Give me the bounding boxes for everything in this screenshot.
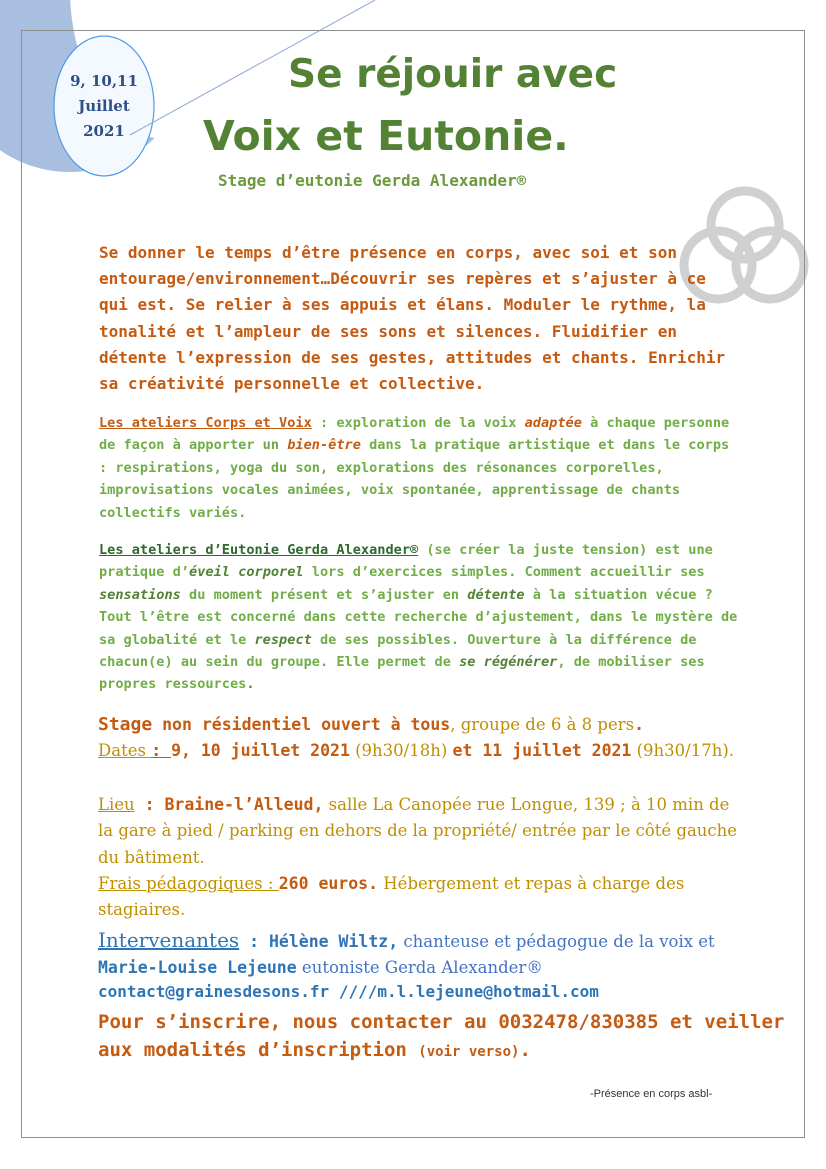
intervenantes-heading: Intervenantes [98,928,240,952]
intro-paragraph: Se donner le temps d’être présence en corps, avec soi et son entourage/environnement…Découvrir ses repères et s’ajuster à ce qui est. Se relier à ses appuis et élans. Moduler le rythme, la tonalité et l’ampleur de ses sons et silences. Fluidifier en détente l’expression de ses gestes, attitudes et chants. Enrichir sa créativité personnelle et collective. [99,243,726,394]
intervenantes-info: Intervenantes : Hélène Wiltz, chanteuse et pédagogue de la voix et Marie-Louise Lejeune eutoniste Gerda Alexander® [98,928,715,978]
date-month: Juillet [78,96,130,115]
ateliers-voix-heading: Les ateliers Corps et Voix [99,415,312,431]
title-line-1: Se réjouir avec [288,52,618,97]
ateliers-eutonie-paragraph: Les ateliers d’Eutonie Gerda Alexander® (se créer la juste tension) est une pratique d’éveil corporel lors d’exercices simples. Comment accueillir ses sensations du moment présent et s’ajuster en détente à la situation vécue ? Tout l’être est concerné dans cette recherche d’ajustement, dans le mystère de sa globalité et le respect de ses possibles. Ouverture à la différence de chacun(e) au sein du groupe. Elle permet de se régénérer, de mobiliser ses propres ressources. [99,542,738,693]
lieu-label: Lieu [98,795,135,814]
date-year: 2021 [83,121,125,140]
date-badge [56,38,152,174]
ateliers-eutonie-heading: Les ateliers d’Eutonie Gerda Alexander® [99,542,419,558]
dates-info: Dates : 9, 10 juillet 2021 (9h30/18h) et 11 juillet 2021 (9h30/17h). [98,741,735,760]
subtitle: Stage d’eutonie Gerda Alexander® [218,171,527,190]
title-line-2: Voix et Eutonie. [203,112,569,160]
ateliers-voix-paragraph: Les ateliers Corps et Voix : exploration de la voix adaptée à chaque personne de façon à apporter un bien-être dans la pratique artistique et dans le corps : respirations, yoga du son, explorations des résonances corporelles, improvisations vocales animées, voix spontanée, apprentissage de chants collectifs variés. [99,415,730,521]
frais-label: Frais pédagogiques [98,874,268,893]
footer-organization: -Présence en corps asbl- [590,1088,713,1100]
stage-info: Stage non résidentiel ouvert à tous, groupe de 6 à 8 pers. [98,714,645,735]
date-days: 9, 10,11 [70,71,138,90]
registration-call: Pour s’inscrire, nous contacter au 0032478/830385 et veiller aux modalités d’inscription (voir verso). [98,1011,785,1061]
lieu-info: Lieu : Braine-l’Alleud, salle La Canopée rue Longue, 139 ; à 10 min de la gare à pied / parking en dehors de la propriété/ entrée par le côté gauche du bâtiment. [98,795,738,867]
dates-label: Dates [98,741,152,760]
frais-info: Frais pédagogiques : 260 euros. Hébergement et repas à charge des stagiaires. [98,874,685,920]
contact-emails[interactable]: contact@grainesdesons.fr ////m.l.lejeune@hotmail.com [98,982,599,1001]
